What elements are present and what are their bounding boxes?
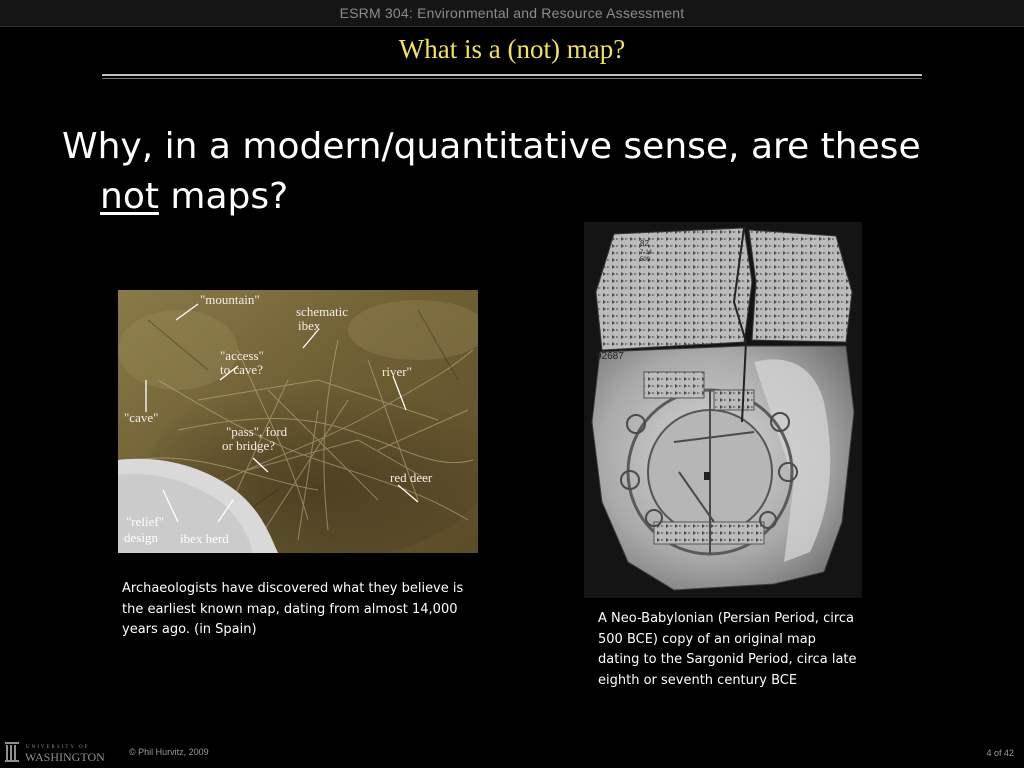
cave-label-cave: "cave" — [124, 410, 159, 425]
cave-label-access-2: to cave? — [220, 362, 263, 377]
cave-label-pass-1: "pass", ford — [226, 424, 288, 439]
cave-label-relief-1: "relief" — [126, 514, 165, 529]
page-number: 4 of 42 — [986, 748, 1014, 758]
cave-map-caption: Archaeologists have discovered what they believe is the earliest known map, dating from almost 14,000 years ago. (in Spain) — [122, 581, 464, 637]
question-not-underlined: not — [100, 176, 159, 217]
question-line-2 — [62, 172, 962, 222]
question-text — [62, 122, 962, 222]
copyright-text: © Phil Hurvitz, 2009 — [129, 747, 209, 757]
tablet-acc-1: 82 — [640, 239, 649, 248]
cave-map-image — [118, 290, 478, 553]
cave-label-ibex-herd: ibex herd — [180, 531, 229, 546]
cave-label-schematic: schematic — [296, 304, 348, 319]
course-title: ESRM 304: Environmental and Resource Assessment — [339, 5, 685, 21]
university-name-text: WASHINGTON — [25, 750, 105, 764]
cave-label-pass-2: or bridge? — [222, 438, 276, 453]
cave-label-red-deer: red deer — [390, 470, 433, 485]
tablet-acc-3: 509 — [640, 257, 651, 263]
question-line-1: Why, in a modern/quantitative sense, are these — [62, 126, 921, 167]
cave-label-ibex: ibex — [298, 318, 321, 333]
cave-label-mountain: "mountain" — [200, 292, 260, 307]
cave-label-river: river" — [382, 364, 412, 379]
header-bar — [0, 0, 1024, 27]
university-logo — [4, 740, 122, 764]
tablet-caption: A Neo-Babylonian (Persian Period, circa 500 BCE) copy of an original map dating to the Sargonid Period, circa late eighth or seventh century BCE — [598, 611, 857, 688]
title-rule-thin — [102, 78, 922, 79]
tablet-museum-number: 92687 — [596, 351, 624, 362]
question-rest: maps? — [158, 176, 289, 217]
university-small-text: UNIVERSITY OF — [26, 745, 90, 750]
title-rule — [102, 74, 922, 76]
tablet-acc-2: 7-14 — [640, 250, 653, 256]
cave-label-access-1: "access" — [220, 348, 264, 363]
cave-label-relief-2: design — [124, 530, 158, 545]
babylonian-tablet-image — [584, 222, 862, 598]
slide-title: What is a (not) map? — [398, 34, 626, 64]
